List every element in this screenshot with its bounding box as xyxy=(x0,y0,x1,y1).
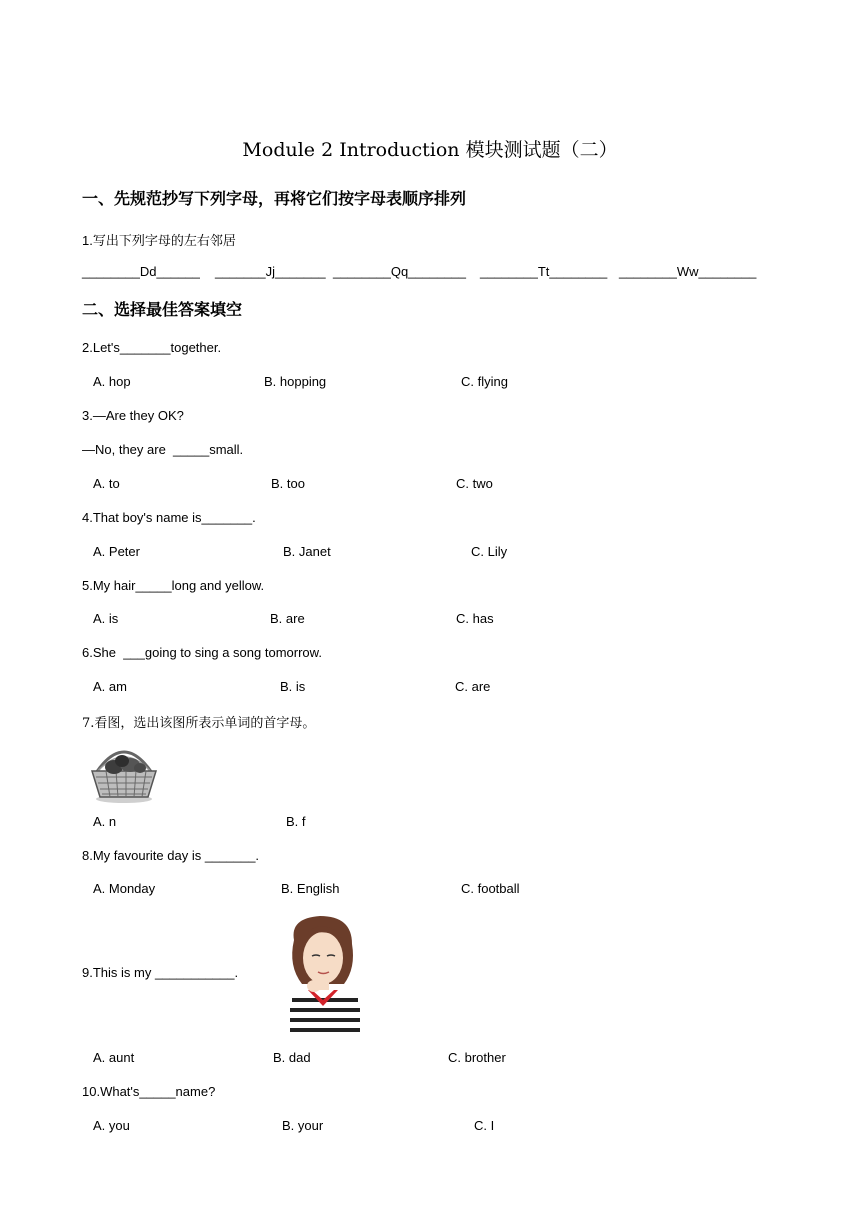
question-stem-2: —No, they are _____small. xyxy=(82,442,244,457)
option-c[interactable]: C. I xyxy=(474,1118,495,1133)
option-a[interactable]: A. to xyxy=(93,476,120,491)
question-stem: 10.What's_____name? xyxy=(82,1084,216,1099)
question-number: 1. xyxy=(82,233,93,248)
letter-blank: ________Tt________ xyxy=(480,264,608,279)
question-stem: 3.—Are they OK? xyxy=(82,408,184,423)
question-stem: 2.Let's_______together. xyxy=(82,340,222,355)
option-b[interactable]: B. dad xyxy=(273,1050,311,1065)
option-b[interactable]: B. is xyxy=(280,679,306,694)
option-c[interactable]: C. are xyxy=(455,679,491,694)
option-a[interactable]: A. am xyxy=(93,679,127,694)
page-title: Module 2 Introduction 模块测试题（二） xyxy=(242,139,618,161)
option-c[interactable]: C. brother xyxy=(448,1050,506,1065)
question-stem: 9.This is my ___________. xyxy=(82,965,239,980)
option-b[interactable]: B. f xyxy=(286,814,306,829)
option-a[interactable]: A. Peter xyxy=(93,544,140,559)
option-b[interactable]: B. too xyxy=(271,476,305,491)
basket-picture xyxy=(86,735,162,805)
option-a[interactable]: A. aunt xyxy=(93,1050,135,1065)
letter-blank: _______Jj_______ xyxy=(215,264,326,279)
option-a[interactable]: A. n xyxy=(93,814,117,829)
option-c[interactable]: C. two xyxy=(456,476,493,491)
letter-blank: ________Dd______ xyxy=(82,264,200,279)
aunt-picture xyxy=(280,910,366,1036)
question-stem: 5.My hair_____long and yellow. xyxy=(82,578,265,593)
option-b[interactable]: B. English xyxy=(281,881,340,896)
section-2-heading: 二、选择最佳答案填空 xyxy=(82,300,243,319)
option-b[interactable]: B. your xyxy=(282,1118,324,1133)
option-c[interactable]: C. Lily xyxy=(471,544,508,559)
option-a[interactable]: A. Monday xyxy=(93,881,156,896)
option-b[interactable]: B. are xyxy=(270,611,305,626)
option-a[interactable]: A. is xyxy=(93,611,119,626)
letter-blank: ________Qq________ xyxy=(333,264,467,279)
option-c[interactable]: C. has xyxy=(456,611,494,626)
letter-blank: ________Ww________ xyxy=(619,264,757,279)
option-a[interactable]: A. you xyxy=(93,1118,130,1133)
option-b[interactable]: B. hopping xyxy=(264,374,327,389)
section-1-heading: 一、先规范抄写下列字母，再将它们按字母表顺序排列 xyxy=(82,189,467,208)
option-c[interactable]: C. flying xyxy=(461,374,508,389)
option-c[interactable]: C. football xyxy=(461,881,520,896)
question-prompt: 写出下列字母的左右邻居 xyxy=(92,234,236,249)
question-stem: 8.My favourite day is _______. xyxy=(82,848,260,863)
question-stem: 6.She ___going to sing a song tomorrow. xyxy=(82,645,322,660)
option-b[interactable]: B. Janet xyxy=(283,544,331,559)
option-a[interactable]: A. hop xyxy=(93,374,131,389)
question-1 xyxy=(82,230,236,249)
question-stem: 7.看图，选出该图所表示单词的首字母。 xyxy=(82,716,316,731)
question-stem: 4.That boy's name is_______. xyxy=(82,510,256,525)
